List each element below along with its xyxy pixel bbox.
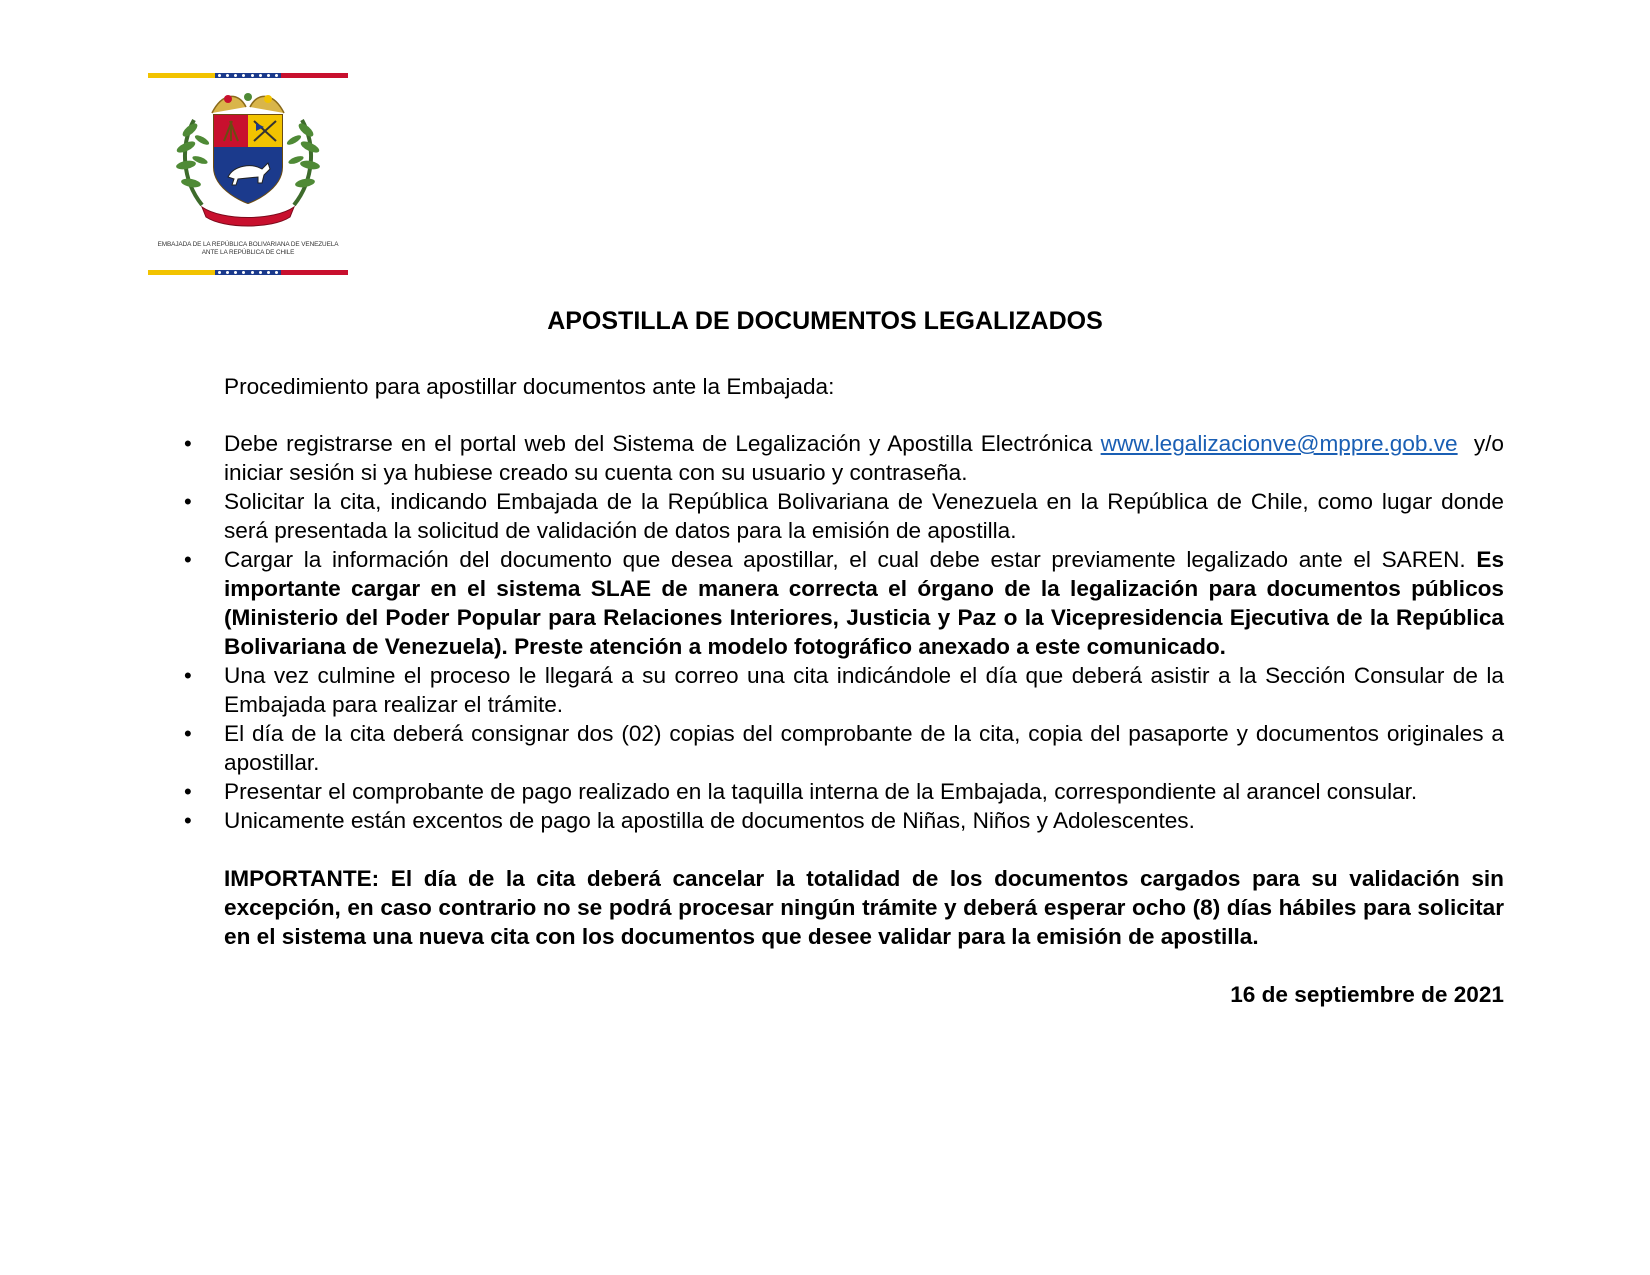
important-note: Es importante cargar en el sistema SLAE de manera correcta el órgano de la legalización para documentos públicos (Ministerio del Poder Popular para Relaciones Interiores, Justicia y Paz o la Vicepresidencia Ejecutiva de la República Bolivariana de Venezuela). Preste atención a modelo fotográfico anexado a este comunicado. (224, 547, 1505, 659)
intro-paragraph: Procedimiento para apostillar documentos ante la Embajada: (224, 374, 835, 399)
list-item: • Presentar el comprobante de pago realizado en la taquilla interna de la Embajada, correspondiente al arancel consular. (224, 777, 1504, 806)
document-date: 16 de septiembre de 2021 (1230, 982, 1504, 1007)
list-item: • Debe registrarse en el portal web del Sistema de Legalización y Apostilla Electrónica www.legalizacionve@mppre.gob.ve y/o iniciar sesión si ya hubiese creado su cuenta con su usuario y contraseña. (224, 429, 1504, 487)
list-item: • El día de la cita deberá consignar dos (02) copias del comprobante de la cita, copia del pasaporte y documentos originales a apostillar. (224, 719, 1504, 777)
document-body (224, 372, 1504, 1032)
list-item: • Cargar la información del documento que desea apostillar, el cual debe estar previamente legalizado ante el SAREN. Es importante cargar en el sistema SLAE de manera correcta el órgano de la legalización para documentos públicos (Ministerio del Poder Popular para Relaciones Interiores, Justicia y Paz o la Vicepresidencia Ejecutiva de la República Bolivariana de Venezuela). Preste atención a modelo fotográfico anexado a este comunicado. (224, 545, 1504, 661)
venezuela-coat-of-arms-icon (172, 85, 324, 235)
logo-caption: EMBAJADA DE LA REPÚBLICA BOLIVARIANA DE VENEZUELA ANTE LA REPÚBLICA DE CHILE (157, 241, 339, 256)
procedure-list (224, 429, 1504, 835)
list-item: • Una vez culmine el proceso le llegará a su correo una cita indicándole el día que deberá asistir a la Sección Consular de la Embajada para realizar el trámite. (224, 661, 1504, 719)
important-paragraph: IMPORTANTE: El día de la cita deberá cancelar la totalidad de los documentos cargados para su validación sin excepción, en caso contrario no se podrá procesar ningún trámite y deberá esperar ocho (8) días hábiles para solicitar en el sistema una nueva cita con los documentos que desee validar para la emisión de apostilla. (224, 866, 1504, 949)
registration-link[interactable]: www.legalizacionve@mppre.gob.ve (1100, 431, 1458, 456)
page-title: APOSTILLA DE DOCUMENTOS LEGALIZADOS (547, 307, 1103, 335)
embassy-logo (148, 73, 348, 275)
list-item: • Unicamente están excentos de pago la apostilla de documentos de Niñas, Niños y Adolescentes. (224, 806, 1504, 835)
list-item: • Solicitar la cita, indicando Embajada de la República Bolivariana de Venezuela en la República de Chile, como lugar donde será presentada la solicitud de validación de datos para la emisión de apostilla. (224, 487, 1504, 545)
